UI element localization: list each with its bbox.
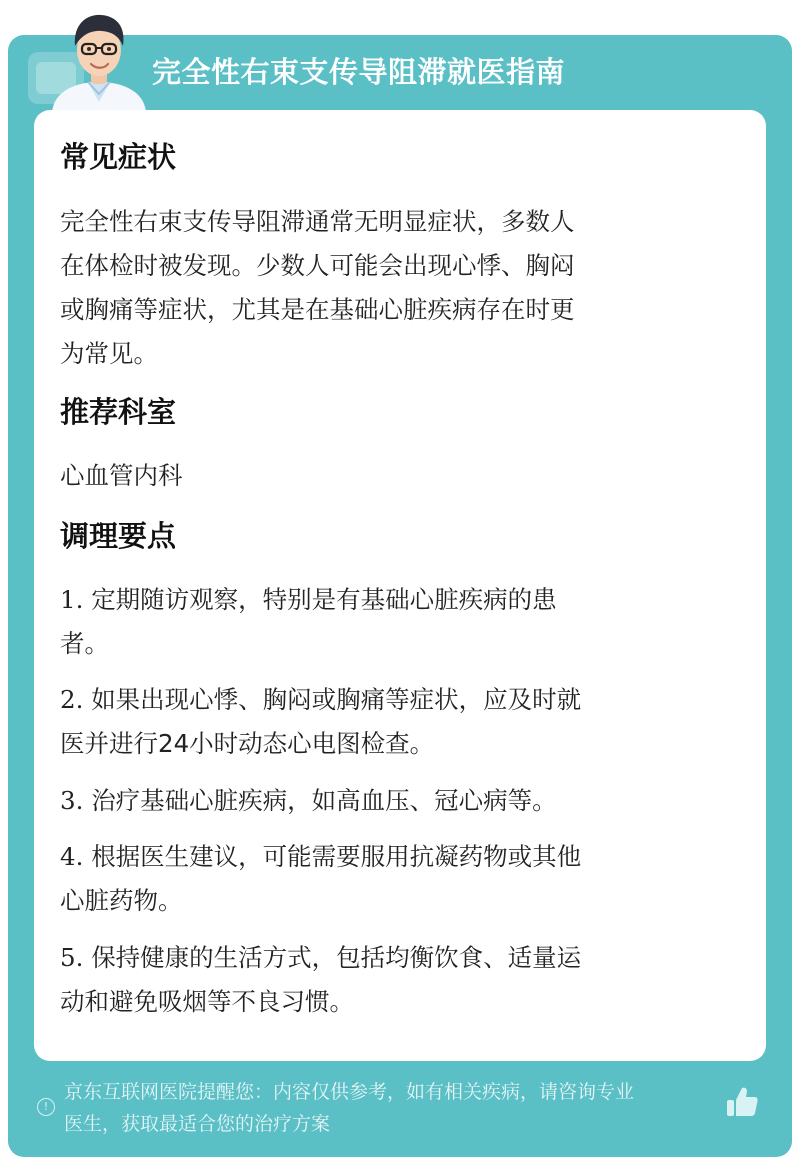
section-title-care: 调理要点 bbox=[60, 519, 177, 553]
symptoms-text bbox=[60, 200, 740, 376]
care-item-line: 定期随访观察，特别是有基础心脏疾病的患 bbox=[91, 585, 557, 614]
section-title-department: 推荐科室 bbox=[60, 395, 177, 429]
care-item bbox=[60, 578, 740, 666]
disclaimer-line: 医生，获取最适合您的治疗方案 bbox=[64, 1113, 331, 1135]
department-text: 心血管内科 bbox=[60, 461, 183, 490]
symptoms-line: 完全性右束支传导阻滞通常无明显症状，多数人 bbox=[60, 207, 575, 236]
care-item-number: 2. bbox=[60, 685, 84, 714]
care-item-line: 者。 bbox=[60, 629, 109, 658]
section-title-symptoms: 常见症状 bbox=[60, 140, 177, 174]
care-item-number: 1. bbox=[60, 585, 84, 614]
care-item-number: 5. bbox=[60, 943, 84, 972]
care-item-line: 根据医生建议，可能需要服用抗凝药物或其他 bbox=[91, 842, 582, 871]
care-item bbox=[60, 936, 740, 1024]
care-item-line: 如果出现心悸、胸闷或胸痛等症状，应及时就 bbox=[91, 685, 582, 714]
symptoms-line: 或胸痛等症状，尤其是在基础心脏疾病存在时更 bbox=[60, 295, 575, 324]
symptoms-line: 为常见。 bbox=[60, 339, 158, 368]
info-icon: ! bbox=[37, 1098, 55, 1116]
disclaimer-text bbox=[64, 1076, 732, 1140]
care-item-number: 4. bbox=[60, 842, 84, 871]
thumbs-up-icon[interactable] bbox=[724, 1084, 760, 1120]
care-item bbox=[60, 678, 740, 766]
care-item-line: 医并进行24小时动态心电图检查。 bbox=[60, 729, 435, 758]
care-item-line: 动和避免吸烟等不良习惯。 bbox=[60, 987, 354, 1016]
care-item-line: 心脏药物。 bbox=[60, 886, 183, 915]
care-item-line: 保持健康的生活方式，包括均衡饮食、适量运 bbox=[91, 943, 582, 972]
care-item-line: 治疗基础心脏疾病，如高血压、冠心病等。 bbox=[91, 786, 557, 815]
care-item bbox=[60, 779, 740, 823]
care-item bbox=[60, 835, 740, 923]
disclaimer-line: 京东互联网医院提醒您：内容仅供参考，如有相关疾病，请咨询专业 bbox=[64, 1081, 635, 1103]
care-item-number: 3. bbox=[60, 786, 84, 815]
page-title: 完全性右束支传导阻滞就医指南 bbox=[152, 55, 566, 89]
doctor-avatar bbox=[44, 6, 154, 112]
symptoms-line: 在体检时被发现。少数人可能会出现心悸、胸闷 bbox=[60, 251, 575, 280]
